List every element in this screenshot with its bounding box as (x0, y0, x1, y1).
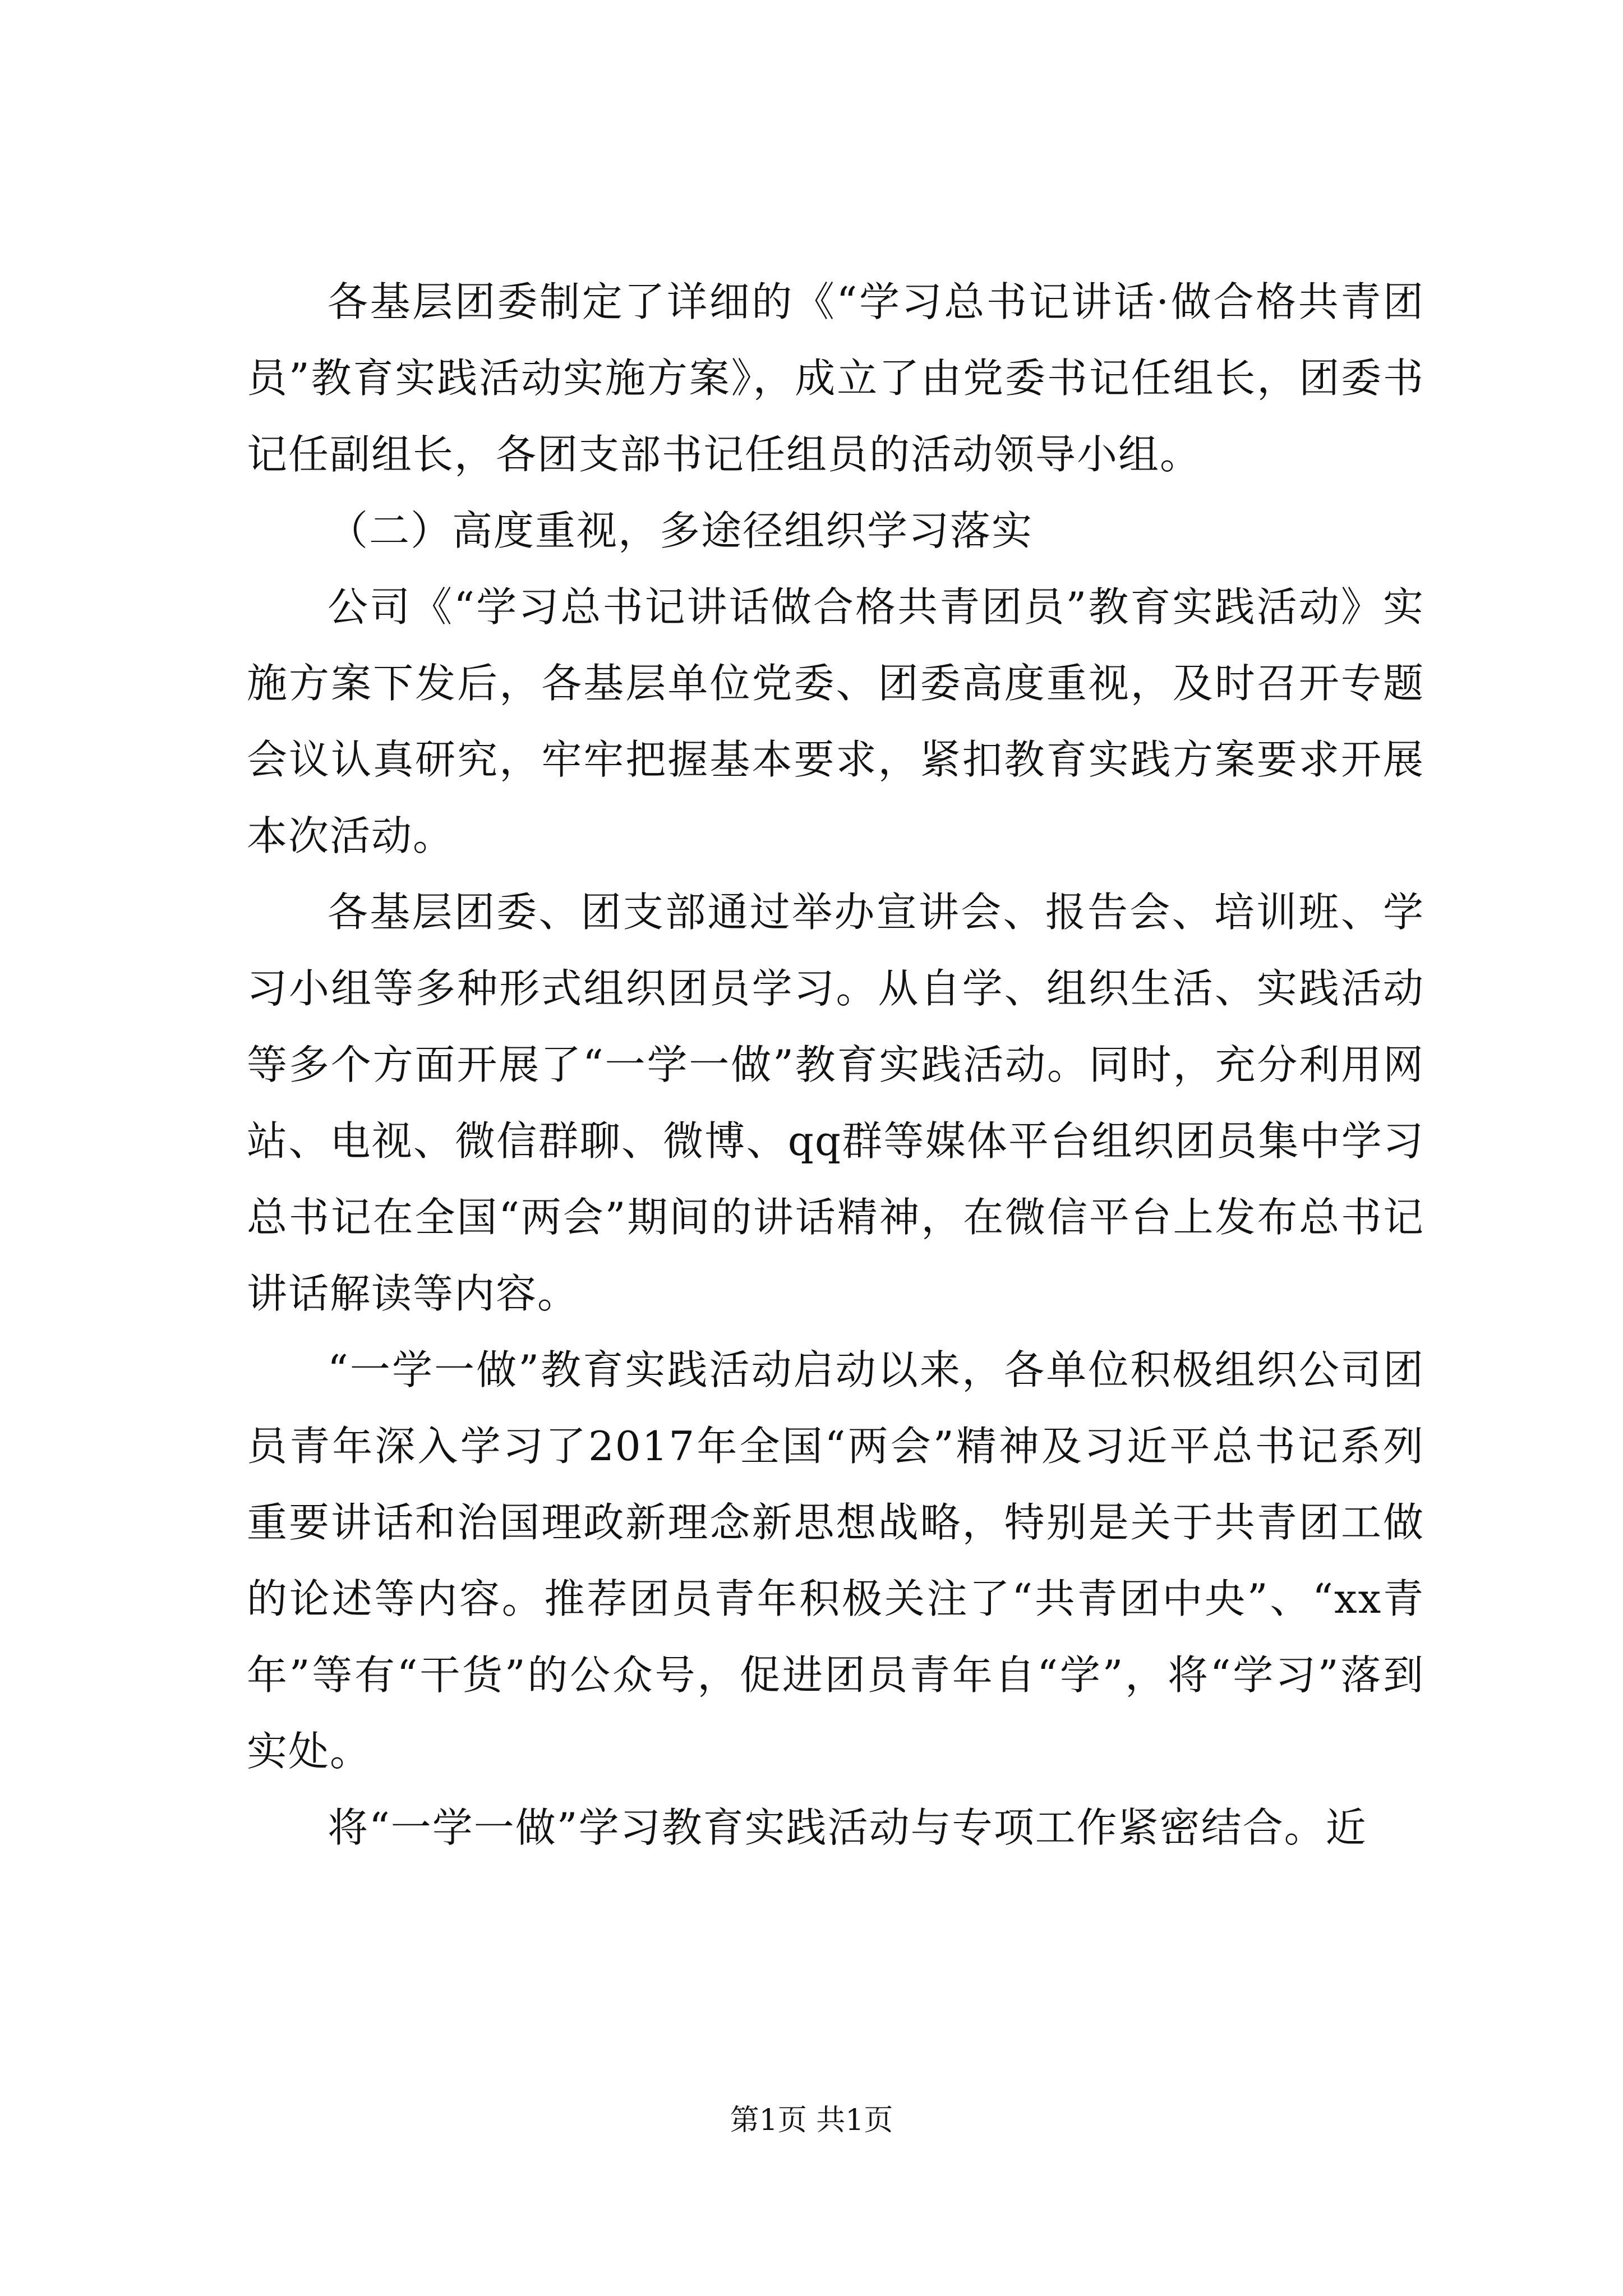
paragraph-activity-progress: “一学一做”教育实践活动启动以来，各单位积极组织公司团员青年深入学习了2017年全国“两会”精神及习近平总书记系列重要讲话和治国理政新理念新思想战略，特别是关于共青团工做的论述等内容。推荐团员青年积极关注了“共青团中央”、“xx青年”等有“干货”的公众号，促进团员青年自“学”，将“学习”落到实处。 (247, 1346, 1424, 1775)
paragraph-leadership-group: 各基层团委制定了详细的《“学习总书记讲话·做合格共青团员”教育实践活动实施方案》，成立了由党委书记任组长，团委书记任副组长，各团支部书记任组员的活动领导小组。 (247, 278, 1424, 478)
paragraph-implementation-plan: 公司《“学习总书记讲话做合格共青团员”教育实践活动》实施方案下发后，各基层单位党委、团委高度重视，及时召开专题会议认真研究，牢牢把握基本要求，紧扣教育实践方案要求开展本次活动。 (247, 583, 1424, 859)
document-body (247, 264, 1424, 1866)
section-heading: （二）高度重视，多途径组织学习落实 (328, 507, 1034, 554)
page-footer: 第1页 共1页 (730, 2104, 893, 2137)
paragraph-study-forms: 各基层团委、团支部通过举办宣讲会、报告会、培训班、学习小组等多种形式组织团员学习。从自学、组织生活、实践活动等多个方面开展了“一学一做”教育实践活动。同时，充分利用网站、电视、微信群聊、微博、qq群等媒体平台组织团员集中学习总书记在全国“两会”期间的讲话精神，在微信平台上发布总书记讲话解读等内容。 (247, 889, 1424, 1317)
paragraph-special-work: 将“一学一做”学习教育实践活动与专项工作紧密结合。近 (328, 1804, 1367, 1851)
